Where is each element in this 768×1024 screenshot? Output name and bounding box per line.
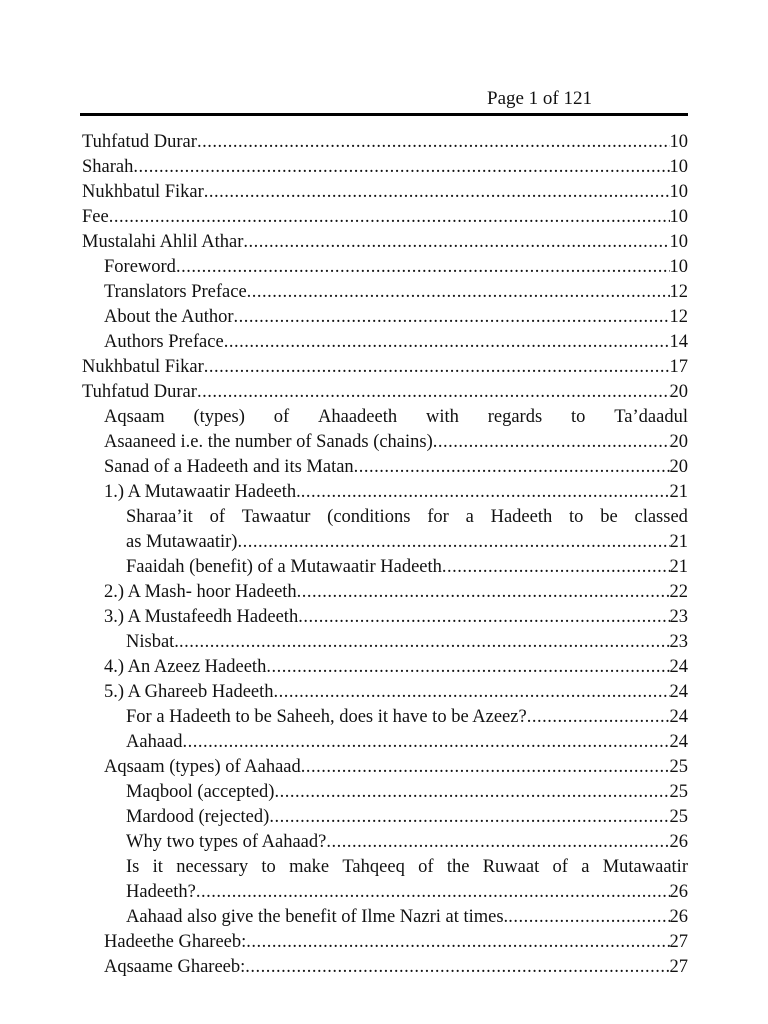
toc-entry-page-number: 10 <box>669 182 688 202</box>
toc-entry-title: Fee <box>82 207 109 227</box>
toc-entry-page-number: 25 <box>669 782 688 802</box>
toc-dot-leader <box>204 180 670 205</box>
toc-dot-leader <box>234 305 670 330</box>
toc-entry-title: 5.) A Ghareeb Hadeeth <box>104 682 274 702</box>
toc-dot-leader <box>527 705 670 730</box>
toc-entry-page-number: 27 <box>669 957 688 977</box>
toc-entry[interactable] <box>82 780 688 805</box>
toc-entry-title: Authors Preface <box>104 332 224 352</box>
toc-dot-leader <box>326 830 669 855</box>
toc-dot-leader <box>197 130 670 155</box>
toc-entry[interactable] <box>82 555 688 580</box>
toc-entry-page-number: 21 <box>669 532 688 552</box>
toc-entry-title: About the Author <box>104 307 234 327</box>
toc-entry-title: Hadeethe Ghareeb: <box>104 932 247 952</box>
toc-entry-title: 4.) An Azeez Hadeeth <box>104 657 267 677</box>
toc-entry[interactable] <box>82 805 688 830</box>
toc-dot-leader <box>266 655 669 680</box>
toc-entry-page-number: 10 <box>669 257 688 277</box>
toc-entry-title: Why two types of Aahaad? <box>126 832 327 852</box>
toc-entry[interactable] <box>82 430 688 455</box>
toc-entry-page-number: 24 <box>669 657 688 677</box>
toc-entry-title: Asaaneed i.e. the number of Sanads (chains) <box>104 432 433 452</box>
toc-entry[interactable] <box>82 605 688 630</box>
toc-entry-page-number: 10 <box>669 157 688 177</box>
toc-dot-leader <box>133 155 669 180</box>
table-of-contents <box>82 130 688 980</box>
toc-entry[interactable] <box>82 255 688 280</box>
toc-entry-page-number: 25 <box>669 757 688 777</box>
toc-entry-page-number: 20 <box>669 432 688 452</box>
toc-entry[interactable] <box>82 905 688 930</box>
toc-entry-title: Aqsaam (types) of Ahaadeeth with regards to Ta’daadul <box>104 407 688 427</box>
toc-entry-page-number: 17 <box>669 357 688 377</box>
toc-entry-page-number: 24 <box>669 682 688 702</box>
toc-dot-leader <box>274 780 669 805</box>
toc-dot-leader <box>183 730 670 755</box>
toc-entry-page-number: 22 <box>669 582 688 602</box>
toc-entry-title: Is it necessary to make Tahqeeq of the Ruwaat of a Mutawaatir <box>126 857 688 877</box>
toc-entry-page-number: 23 <box>669 607 688 627</box>
page-header <box>80 86 688 116</box>
toc-entry[interactable] <box>82 530 688 555</box>
toc-dot-leader <box>224 330 670 355</box>
toc-entry-page-number: 24 <box>669 707 688 727</box>
toc-entry-title: 2.) A Mash- hoor Hadeeth <box>104 582 297 602</box>
toc-entry-title: Sharaa’it of Tawaatur (conditions for a Hadeeth to be classed <box>126 507 688 527</box>
toc-entry-page-number: 14 <box>669 332 688 352</box>
toc-entry-title: Maqbool (accepted) <box>126 782 275 802</box>
toc-entry[interactable] <box>82 680 688 705</box>
toc-entry[interactable] <box>82 130 688 155</box>
toc-dot-leader <box>237 530 669 555</box>
toc-entry-page-number: 27 <box>669 932 688 952</box>
toc-entry-title: Translators Preface <box>104 282 247 302</box>
toc-entry-title: Mardood (rejected) <box>126 807 270 827</box>
toc-entry[interactable] <box>82 830 688 855</box>
toc-dot-leader <box>298 605 669 630</box>
toc-entry[interactable] <box>82 180 688 205</box>
toc-entry-title: 3.) A Mustafeedh Hadeeth <box>104 607 299 627</box>
toc-entry-page-number: 26 <box>669 882 688 902</box>
toc-entry[interactable] <box>82 455 688 480</box>
toc-entry-title: Tuhfatud Durar <box>82 382 197 402</box>
toc-dot-leader <box>274 680 670 705</box>
toc-dot-leader <box>301 755 670 780</box>
toc-dot-leader <box>442 555 670 580</box>
toc-entry[interactable] <box>82 705 688 730</box>
toc-entry[interactable] <box>82 380 688 405</box>
toc-dot-leader <box>508 905 669 930</box>
toc-entry-page-number: 12 <box>669 307 688 327</box>
toc-entry[interactable] <box>82 330 688 355</box>
toc-entry[interactable] <box>82 930 688 955</box>
toc-entry-page-number: 26 <box>669 907 688 927</box>
toc-entry-title: Aahaad <box>126 732 183 752</box>
toc-entry-title: Sanad of a Hadeeth and its Matan <box>104 457 354 477</box>
toc-entry[interactable] <box>82 580 688 605</box>
toc-entry-title: For a Hadeeth to be Saheeh, does it have to be Azeez? <box>126 707 527 727</box>
toc-entry-page-number: 10 <box>669 232 688 252</box>
toc-entry-page-number: 20 <box>669 457 688 477</box>
toc-entry[interactable] <box>82 405 688 430</box>
toc-entry-page-number: 24 <box>669 732 688 752</box>
toc-dot-leader <box>354 455 670 480</box>
toc-entry-title: Aqsaam (types) of Aahaad <box>104 757 301 777</box>
toc-entry[interactable] <box>82 955 688 980</box>
toc-dot-leader <box>109 205 670 230</box>
toc-entry-page-number: 12 <box>669 282 688 302</box>
toc-dot-leader <box>246 930 669 955</box>
toc-entry-title: Nukhbatul Fikar <box>82 182 204 202</box>
toc-entry[interactable] <box>82 305 688 330</box>
toc-entry[interactable] <box>82 880 688 905</box>
toc-entry-title: Aqsaame Ghareeb: <box>104 957 246 977</box>
toc-entry-title: Aahaad also give the benefit of Ilme Nazri at times. <box>126 907 509 927</box>
toc-entry-page-number: 10 <box>669 207 688 227</box>
toc-entry[interactable] <box>82 730 688 755</box>
toc-dot-leader <box>196 880 670 905</box>
toc-dot-leader <box>176 255 670 280</box>
toc-dot-leader <box>245 955 669 980</box>
toc-dot-leader <box>197 380 670 405</box>
toc-entry[interactable] <box>82 205 688 230</box>
toc-entry-title: Mustalahi Ahlil Athar <box>82 232 244 252</box>
toc-entry-page-number: 21 <box>669 557 688 577</box>
toc-entry-page-number: 10 <box>669 132 688 152</box>
toc-dot-leader <box>433 430 670 455</box>
toc-entry-page-number: 23 <box>669 632 688 652</box>
toc-entry-title: Hadeeth? <box>126 882 196 902</box>
toc-dot-leader <box>204 355 670 380</box>
toc-dot-leader <box>301 480 670 505</box>
toc-entry-page-number: 20 <box>669 382 688 402</box>
toc-entry-title: Nisbat. <box>126 632 179 652</box>
toc-entry-title: Faaidah (benefit) of a Mutawaatir Hadeeth <box>126 557 442 577</box>
toc-entry-page-number: 26 <box>669 832 688 852</box>
toc-dot-leader <box>269 805 669 830</box>
toc-entry-page-number: 25 <box>669 807 688 827</box>
toc-dot-leader <box>243 230 669 255</box>
toc-entry-title: Sharah <box>82 157 134 177</box>
toc-entry[interactable] <box>82 230 688 255</box>
toc-entry-title: Tuhfatud Durar <box>82 132 197 152</box>
toc-entry-title: as Mutawaatir) <box>126 532 238 552</box>
toc-entry-title: Nukhbatul Fikar <box>82 357 204 377</box>
toc-dot-leader <box>247 280 670 305</box>
toc-entry[interactable] <box>82 755 688 780</box>
toc-entry-page-number: 21 <box>669 482 688 502</box>
toc-entry[interactable] <box>82 280 688 305</box>
toc-entry[interactable] <box>82 855 688 880</box>
toc-entry[interactable] <box>82 155 688 180</box>
toc-entry[interactable] <box>82 355 688 380</box>
toc-entry-title: Foreword <box>104 257 176 277</box>
toc-entry[interactable] <box>82 505 688 530</box>
toc-dot-leader <box>297 580 670 605</box>
toc-entry[interactable] <box>82 655 688 680</box>
toc-entry-title: 1.) A Mutawaatir Hadeeth. <box>104 482 301 502</box>
toc-entry[interactable] <box>82 480 688 505</box>
toc-dot-leader <box>179 630 670 655</box>
page-number-label: Page 1 of 121 <box>487 88 593 109</box>
toc-entry[interactable] <box>82 630 688 655</box>
